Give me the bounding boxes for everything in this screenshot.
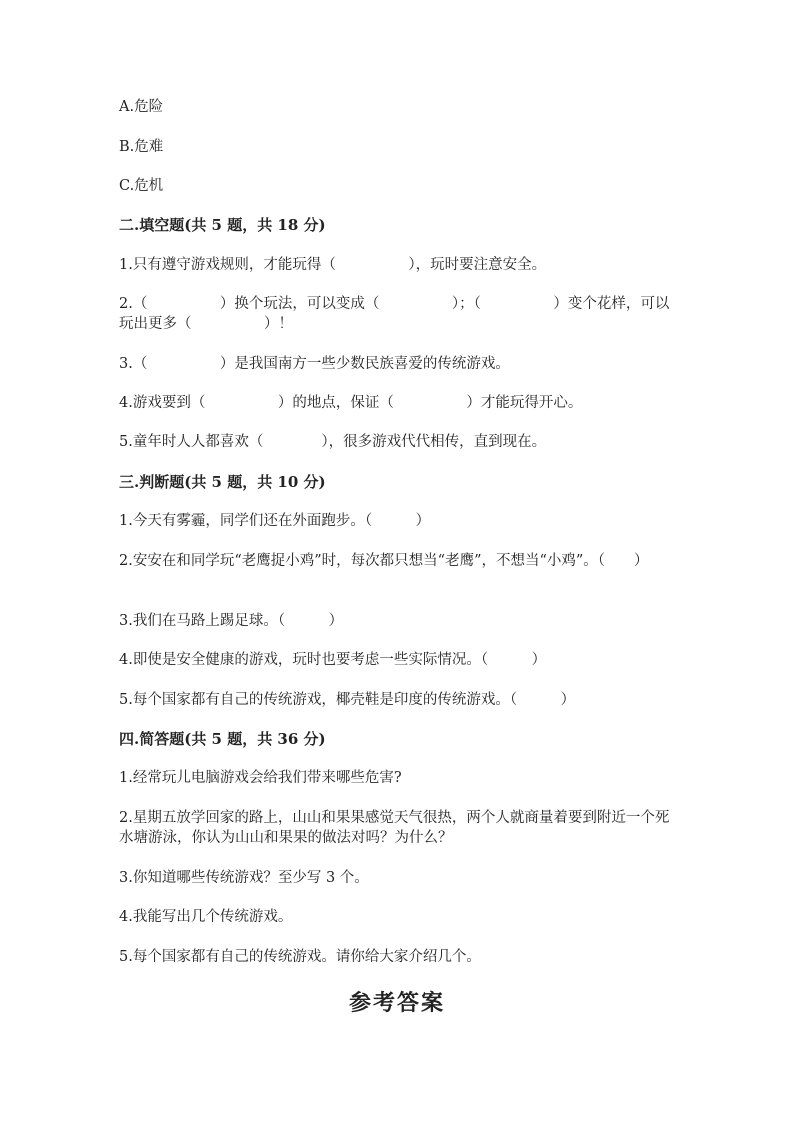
- option-b: B.危难: [119, 139, 164, 155]
- judge-question-1: 1.今天有雾霾，同学们还在外面跑步。（ ）: [119, 513, 431, 529]
- fill-question-3: 3.（ ）是我国南方一些少数民族喜爱的传统游戏。: [119, 356, 510, 372]
- short-question-1: 1.经常玩儿电脑游戏会给我们带来哪些危害?: [119, 770, 402, 786]
- section2-heading: 二.填空题(共 5 题，共 18 分): [119, 216, 326, 234]
- short-question-4: 4.我能写出几个传统游戏。: [119, 909, 293, 925]
- section4-heading: 四.简答题(共 5 题，共 36 分): [119, 730, 326, 748]
- fill-question-5: 5.童年时人人都喜欢（ ），很多游戏代代相传，直到现在。: [119, 434, 547, 450]
- answer-key-title: 参考答案: [348, 990, 445, 1016]
- option-a: A.危险: [119, 99, 164, 115]
- judge-question-4: 4.即使是安全健康的游戏，玩时也要考虑一些实际情况。（ ）: [119, 652, 547, 668]
- section3-heading: 三.判断题(共 5 题，共 10 分): [119, 473, 326, 491]
- judge-question-3: 3.我们在马路上踢足球。（ ）: [119, 613, 344, 629]
- short-question-3: 3.你知道哪些传统游戏？至少写 3 个。: [119, 870, 369, 886]
- judge-question-5: 5.每个国家都有自己的传统游戏，椰壳鞋是印度的传统游戏。（ ）: [119, 692, 576, 708]
- judge-question-2: 2.安安在和同学玩“老鹰捉小鸡”时，每次都只想当“老鹰”，不想当“小鸡”。（ ）: [119, 553, 649, 569]
- short-question-5: 5.每个国家都有自己的传统游戏。请你给大家介绍几个。: [119, 949, 481, 965]
- fill-question-1: 1.只有遵守游戏规则，才能玩得（ ），玩时要注意安全。: [119, 257, 547, 273]
- short-question-2: 2.星期五放学回家的路上，山山和果果感觉天气很热，两个人就商量着要到附近一个死水塘游泳，你认为山山和果果的做法对吗？为什么？: [119, 810, 670, 846]
- option-c: C.危机: [119, 178, 164, 194]
- fill-question-2: 2.（ ）换个玩法，可以变成（ ）；（ ）变个花样，可以玩出更多（ ）！: [119, 296, 670, 332]
- fill-question-4: 4.游戏要到（ ）的地点，保证（ ）才能玩得开心。: [119, 395, 583, 411]
